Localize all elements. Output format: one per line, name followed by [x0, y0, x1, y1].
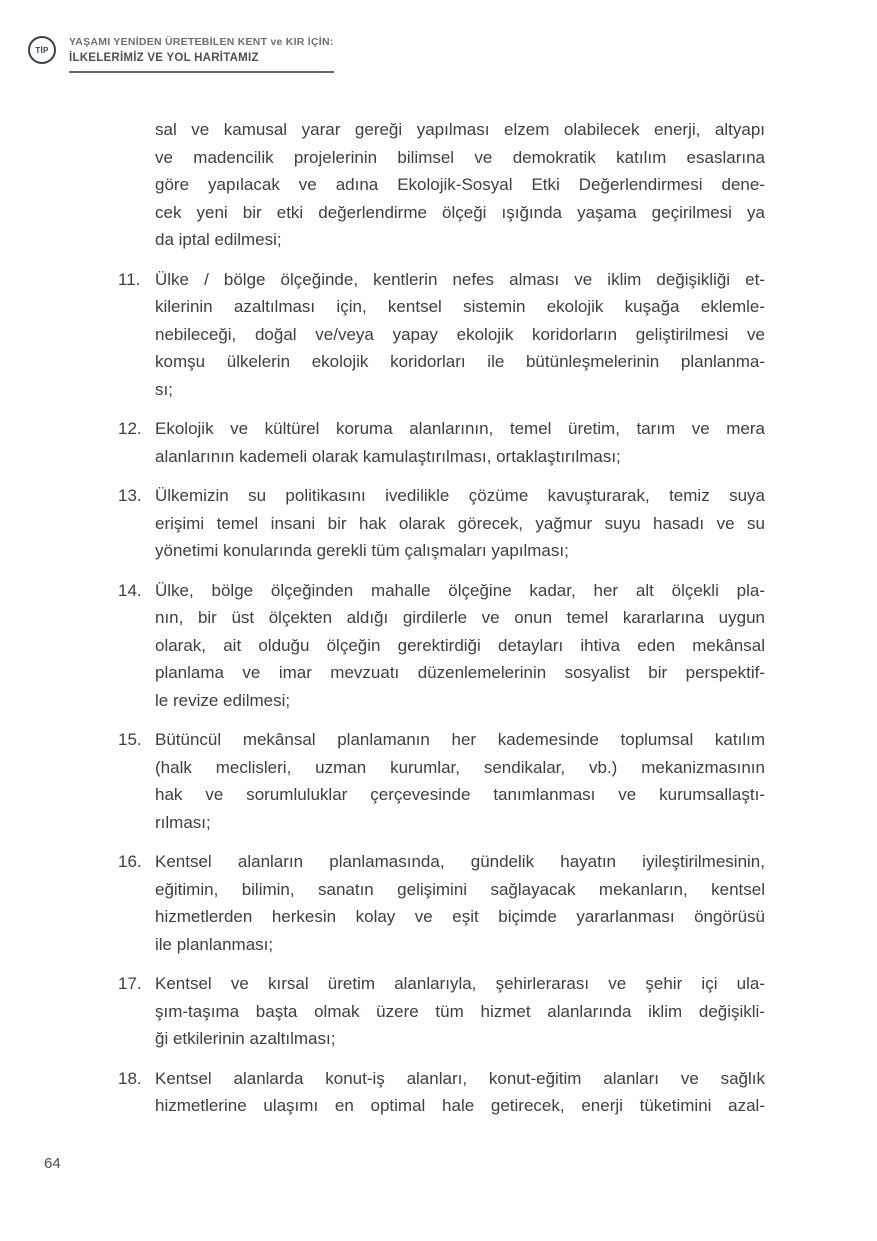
item-number: 18.	[118, 1068, 142, 1088]
text-line: yönetimi konularında gerekli tüm çalışmaları yapılması;	[155, 541, 569, 560]
text-line: le revize edilmesi;	[155, 690, 291, 710]
text-line: hizmetlerine ulaşımı en optimal hale getirecek, enerji tüketimini azal-	[155, 1096, 765, 1115]
text-line: kilerinin azaltılması için, kentsel sistemin ekolojik kuşağa eklemle-	[155, 297, 765, 316]
item-number: 16.	[118, 852, 142, 871]
item-text	[155, 848, 765, 958]
text-line: rılması;	[155, 812, 211, 832]
text-line: Ülkemizin su politikasını ivedilikle çözüme kavuşturarak, temiz suya	[155, 486, 765, 505]
list-item	[118, 415, 765, 470]
text-line: hak ve sorumluluklar çerçevesinde tanımlanması ve kurumsallaştı-	[155, 785, 765, 804]
text-line: ile planlanması;	[155, 934, 274, 954]
item-number: 11.	[118, 269, 141, 289]
text-line: nın, bir üst ölçekten aldığı girdilerle ve onun temel kararlarına uygun	[155, 608, 765, 627]
item-number: 14.	[118, 580, 142, 600]
list-item	[118, 848, 765, 958]
text-line: alanlarının kademeli olarak kamulaştırılması, ortaklaştırılması;	[155, 446, 621, 466]
item-number: 17.	[118, 974, 142, 993]
list-item	[118, 970, 765, 1053]
text-line: ği etkilerinin azaltılması;	[155, 1029, 336, 1048]
text-line: olarak, ait olduğu ölçeğin gerektirdiği detayları ihtiva eden mekânsal	[155, 635, 765, 655]
logo-text: TİP	[35, 45, 49, 55]
header-text-block	[69, 36, 334, 73]
text-line: Bütüncül mekânsal planlamanın her kademesinde toplumsal katılım	[155, 730, 765, 749]
header-title: İLKELERİMİZ VE YOL HARİTAMIZ	[69, 52, 259, 64]
item-text	[155, 482, 765, 565]
text-line: göre yapılacak ve adına Ekolojik-Sosyal Etki Değerlendirmesi dene-	[155, 175, 765, 194]
text-line: şım-taşıma başta olmak üzere tüm hizmet alanlarında iklim değişikli-	[155, 1001, 765, 1021]
text-line: eğitimin, bilimin, sanatın gelişimini sağlayacak mekanların, kentsel	[155, 879, 765, 899]
text-line: komşu ülkelerin ekolojik koridorları ile bütünleşmelerinin planlanma-	[155, 352, 765, 371]
text-line: (halk meclisleri, uzman kurumlar, sendikalar, vb.) mekanizmasının	[155, 757, 765, 777]
text-line: sal ve kamusal yarar gereği yapılması elzem olabilecek enerji, altyapı	[155, 120, 765, 139]
text-line: Ekolojik ve kültürel koruma alanlarının, temel üretim, tarım ve mera	[155, 419, 765, 438]
list-item	[118, 726, 765, 836]
text-line: ve madencilik projelerinin bilimsel ve demokratik katılım esaslarına	[155, 147, 765, 167]
text-line: Kentsel alanlarda konut-iş alanları, konut-eğitim alanları ve sağlık	[155, 1068, 765, 1088]
item-text	[155, 577, 765, 715]
header-subtitle: YAŞAMI YENİDEN ÜRETEBİLEN KENT ve KIR İÇİN:	[69, 36, 334, 48]
text-line: nebileceği, doğal ve/veya yapay ekolojik koridorların geliştirilmesi ve	[155, 324, 765, 344]
text-line: hizmetlerden herkesin kolay ve eşit biçimde yararlanması öngörüsü	[155, 907, 765, 926]
item-text	[155, 266, 765, 404]
text-line: cek yeni bir etki değerlendirme ölçeği ışığında yaşama geçirilmesi ya	[155, 202, 765, 222]
item-text	[155, 726, 765, 836]
text-line: planlama ve imar mevzuatı düzenlemelerinin sosyalist bir perspektif-	[155, 663, 765, 682]
list-item	[118, 1065, 765, 1120]
item-text	[155, 116, 765, 254]
page-number: 64	[44, 1155, 61, 1172]
text-line: sı;	[155, 379, 173, 399]
list-item	[118, 266, 765, 404]
text-line: da iptal edilmesi;	[155, 230, 282, 249]
list-item	[118, 482, 765, 565]
body-text	[118, 116, 765, 1132]
text-line: erişimi temel insani bir hak olarak görecek, yağmur suyu hasadı ve su	[155, 513, 765, 533]
item-number: 12.	[118, 419, 142, 438]
item-text	[155, 970, 765, 1053]
item-number: 15.	[118, 730, 142, 749]
item-number: 13.	[118, 486, 142, 505]
text-line: Ülke, bölge ölçeğinden mahalle ölçeğine kadar, her alt ölçekli pla-	[155, 580, 765, 600]
continuation-paragraph	[118, 116, 765, 254]
page-header	[28, 36, 334, 73]
tip-party-logo-icon	[28, 36, 56, 64]
item-number	[118, 116, 155, 254]
text-line: Kentsel alanların planlamasında, gündelik hayatın iyileştirilmesinin,	[155, 852, 765, 871]
text-line: Kentsel ve kırsal üretim alanlarıyla, şehirlerarası ve şehir içi ula-	[155, 974, 765, 993]
list-item	[118, 577, 765, 715]
item-text	[155, 1065, 765, 1120]
text-line: Ülke / bölge ölçeğinde, kentlerin nefes alması ve iklim değişikliği et-	[155, 269, 765, 289]
item-text	[155, 415, 765, 470]
